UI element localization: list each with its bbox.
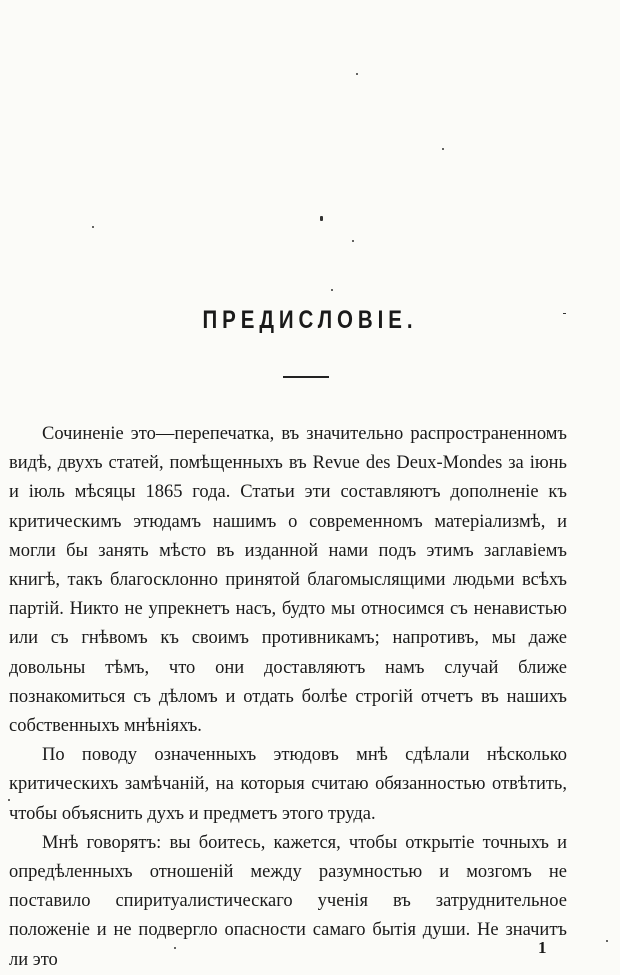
print-speck (352, 240, 354, 242)
page-title: ПРЕДИСЛОВІЕ. (202, 306, 418, 334)
paragraph: По поводу означенныхъ этюдовъ мнѣ сдѣлали нѣсколько критическихъ замѣчаній, на которыя считаю обязанностью отвѣтить, чтобы объяснить духъ и предметъ этого труда. (9, 745, 567, 824)
print-speck (356, 73, 358, 75)
print-speck (331, 289, 333, 291)
print-speck (442, 148, 444, 150)
title-divider (283, 376, 329, 378)
print-speck (606, 940, 608, 942)
paragraph: Сочиненіе это—перепечатка, въ значительно распространенномъ видѣ, двухъ статей, помѣщенныхъ въ Revue des Deux-Mondes за іюнь и іюль мѣсяцы 1865 года. Статьи эти составляютъ дополненіе къ критическимъ этюдамъ нашимъ о современномъ матеріализмѣ, и могли бы занять мѣсто въ изданной нами подъ этимъ заглавіемъ книгѣ, такъ благосклонно принятой благомыслящими людьми всѣхъ партій. Никто не упрекнетъ насъ, будто мы относимся съ ненавистью или съ гнѣвомъ къ своимъ противникамъ; напротивъ, мы даже довольны тѣмъ, что они доставляютъ намъ случай ближе познакомиться съ дѣломъ и отдать болѣе строгій отчетъ въ нашихъ собственныхъ мнѣніяхъ. (9, 424, 567, 737)
page-number: 1 (538, 938, 547, 957)
print-speck (92, 226, 94, 228)
print-speck (320, 216, 323, 221)
paragraph: Мнѣ говорятъ: вы боитесь, кажется, чтобы открытіе точныхъ и опредѣленныхъ отношеній между разумностью и мозгомъ не поставило спиритуалистическаго ученія въ затруднительное положеніе и не подвергло опасности самаго бытія души. Не значитъ ли это (9, 832, 567, 970)
body-text (9, 420, 567, 975)
